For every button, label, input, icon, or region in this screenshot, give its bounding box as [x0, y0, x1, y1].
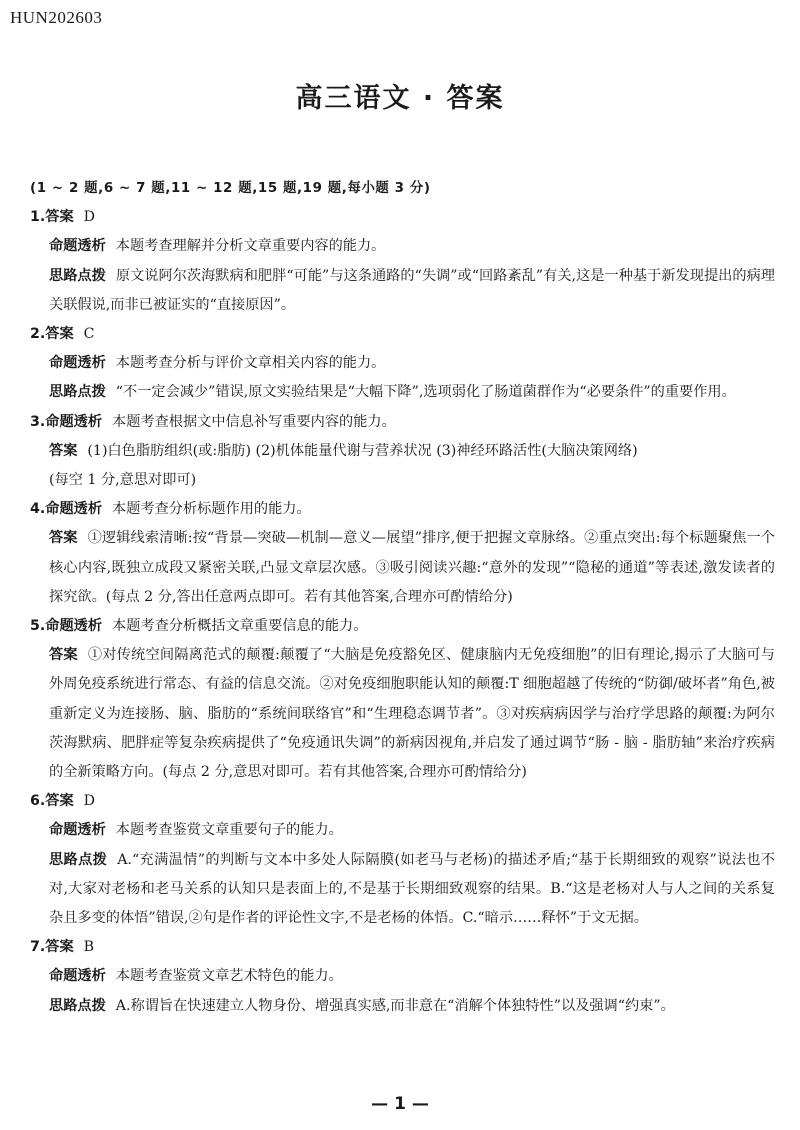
- answer-value: D: [83, 209, 96, 226]
- question-3-answer: [30, 437, 775, 466]
- intent-label: 命题透析: [49, 355, 106, 372]
- page-title: 高三语文 · 答案: [295, 83, 505, 114]
- question-3-answer-note: (每空 1 分,意思对即可): [49, 472, 197, 489]
- intent-text: 本题考查鉴赏文章重要句子的能力。: [115, 822, 343, 839]
- answer-label: 答案: [45, 939, 74, 956]
- intent-label: 命题透析: [45, 413, 103, 430]
- answer-label: 答案: [45, 209, 74, 226]
- question-5-intent: [30, 612, 775, 641]
- idea-label: 思路点拨: [49, 267, 106, 284]
- intent-label: 命题透析: [49, 238, 106, 255]
- answer-text: ①逻辑线索清晰:按“背景—突破—机制—意义—展望”排序,便于把握文章脉络。②重点突出:每个标题聚焦一个核心内容,既独立成段又紧密关联,凸显文章层次感。③吸引阅读兴趣:“意外的发现”“隐秘的通道”等表述,激发读者的探究欲。(每点 2 分,答出任意两点即可。若有其他答案,合理亦可酌情给分): [49, 530, 775, 605]
- answer-label: 答案: [45, 326, 74, 343]
- question-7-idea: [30, 992, 775, 1021]
- idea-label: 思路点拨: [49, 384, 106, 401]
- question-6-idea: [30, 846, 775, 934]
- question-number: 7.: [30, 939, 46, 956]
- intent-text: 本题考查根据文中信息补写重要内容的能力。: [112, 413, 396, 430]
- idea-label: 思路点拨: [49, 997, 106, 1014]
- intent-text: 本题考查分析概括文章重要信息的能力。: [112, 618, 368, 635]
- intent-label: 命题透析: [49, 968, 106, 985]
- question-5-answer: [30, 641, 775, 787]
- intent-text: 本题考查理解并分析文章重要内容的能力。: [115, 238, 386, 255]
- question-7-intent: [30, 962, 775, 991]
- answer-value: D: [83, 793, 96, 810]
- question-2-answer: [30, 320, 775, 349]
- idea-text: A.“充满温情”的判断与文本中多处人际隔膜(如老马与老杨)的描述矛盾;“基于长期细致的观察”说法也不对,大家对老杨和老马关系的认知只是表面上的,不是基于长期细致观察的结果。B.“这是老杨对人与人之间的关系复杂且多变的体悟”错误,②句是作者的评论性文字,不是老杨的体悟。C.“暗示……释怀”于文无据。: [49, 851, 775, 927]
- question-2-intent: [30, 349, 775, 378]
- question-1-answer: [30, 203, 775, 232]
- question-2-idea: [30, 378, 775, 407]
- question-4-intent: [30, 495, 775, 524]
- intent-text: 本题考查分析与评价文章相关内容的能力。: [115, 355, 386, 372]
- intent-label: 命题透析: [45, 501, 103, 518]
- answer-label: 答案: [45, 793, 74, 810]
- intent-label: 命题透析: [45, 618, 103, 635]
- question-number: 1.: [30, 209, 46, 226]
- question-4-answer: [30, 524, 775, 612]
- question-1-intent: [30, 232, 775, 261]
- answer-label: 答案: [49, 442, 78, 459]
- score-note: (1 ~ 2 题,6 ~ 7 题,11 ~ 12 题,15 题,19 题,每小题 3 分): [30, 181, 431, 196]
- question-7-answer: [30, 933, 775, 962]
- question-6-answer: [30, 787, 775, 816]
- idea-label: 思路点拨: [49, 851, 108, 868]
- intent-label: 命题透析: [49, 822, 106, 839]
- answer-label: 答案: [49, 647, 78, 664]
- answer-text: (1)白色脂肪组织(或:脂肪) (2)机体能量代谢与营养状况 (3)神经环路活性(大脑决策网络): [87, 442, 638, 459]
- question-6-intent: [30, 816, 775, 845]
- question-number: 5.: [30, 618, 46, 635]
- answer-text: ①对传统空间隔离范式的颠覆:颠覆了“大脑是免疫豁免区、健康脑内无免疫细胞”的旧有理论,揭示了大脑可与外周免疫系统进行常态、有益的信息交流。②对免疫细胞职能认知的颠覆:T 细胞超越了传统的“防御/破坏者”角色,被重新定义为连接肠、脑、脂肪的“系统间联络官”和“生理稳态调节者”。③对疾病病因学与治疗学思路的颠覆:为阿尔茨海默病、肥胖症等复杂疾病提供了“免疫通讯失调”的新病因视角,并启发了通过调节“肠 - 脑 - 脂肪轴”来治疗疾病的全新策略方向。(每点 2 分,意思对即可。若有其他答案,合理亦可酌情给分): [49, 647, 775, 781]
- question-number: 4.: [30, 501, 46, 518]
- idea-text: 原文说阿尔茨海默病和肥胖“可能”与这条通路的“失调”或“回路紊乱”有关,这是一种基于新发现提出的病理关联假说,而非已被证实的“直接原因”。: [49, 267, 775, 313]
- exam-code: HUN202603: [10, 8, 103, 27]
- idea-text: “不一定会减少”错误,原文实验结果是“大幅下降”,选项弱化了肠道菌群作为“必要条件”的重要作用。: [115, 384, 736, 401]
- intent-text: 本题考查分析标题作用的能力。: [112, 501, 311, 518]
- page-number: — 1 —: [371, 1094, 429, 1114]
- answer-label: 答案: [49, 530, 78, 547]
- question-1-idea: [30, 262, 775, 320]
- question-number: 3.: [30, 413, 46, 430]
- intent-text: 本题考查鉴赏文章艺术特色的能力。: [115, 968, 343, 985]
- idea-text: A.称谓旨在快速建立人物身份、增强真实感,而非意在“消解个体独特性”以及强调“约束”。: [115, 997, 675, 1014]
- question-3-intent: [30, 408, 775, 437]
- answer-value: C: [83, 326, 95, 343]
- answer-content: [30, 174, 775, 1021]
- answer-value: B: [83, 939, 95, 956]
- question-number: 6.: [30, 793, 46, 810]
- question-number: 2.: [30, 326, 46, 343]
